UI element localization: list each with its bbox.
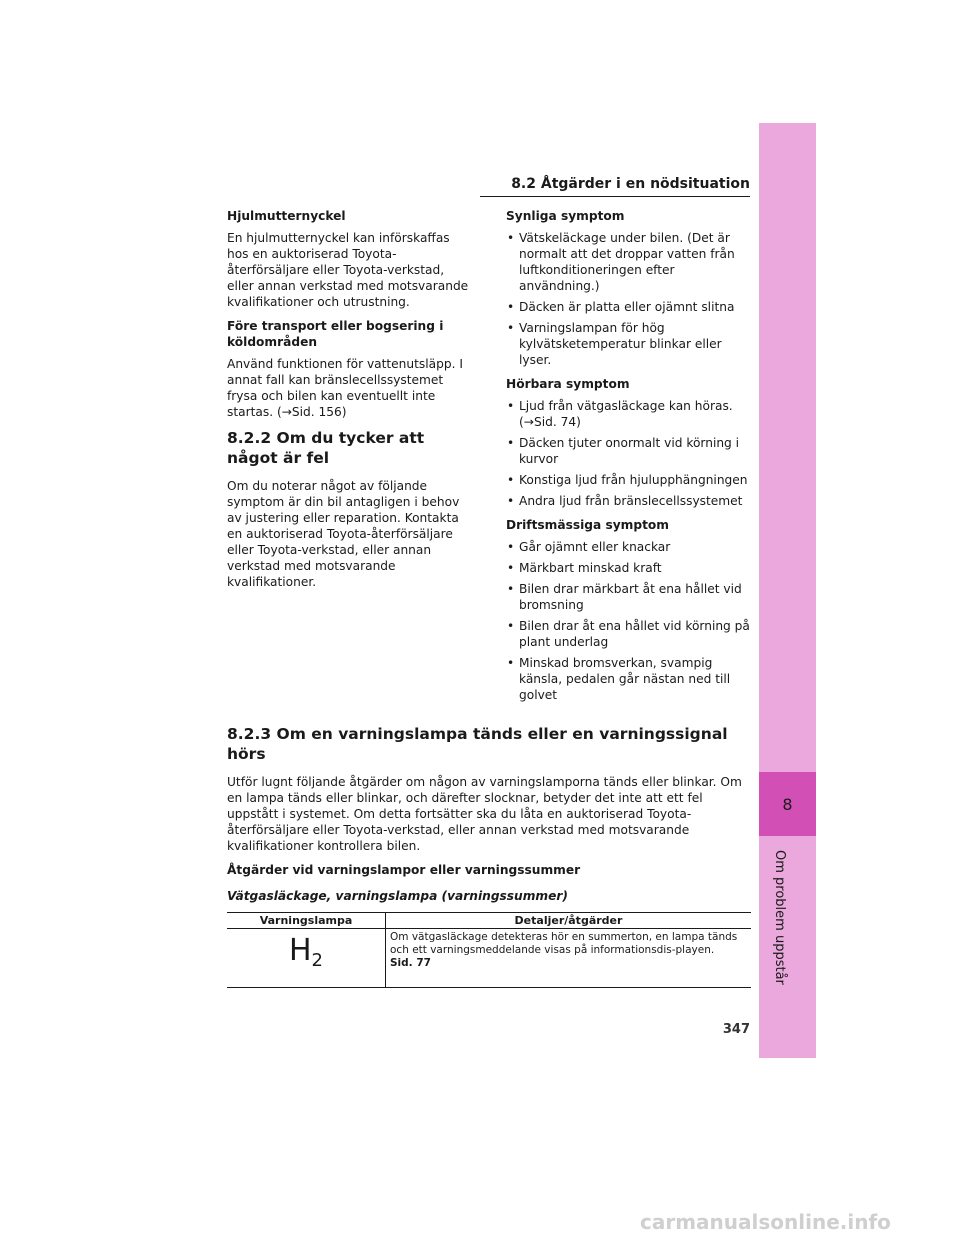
list-item: • Minskad bromsverkan, svampig känsla, pedalen går nästan ned till golvet: [506, 655, 751, 703]
table-caption: Vätgasläckage, varningslampa (varningssummer): [227, 889, 568, 903]
list-item: • Märkbart minskad kraft: [506, 560, 751, 576]
list-item: • Däcken är platta eller ojämnt slitna: [506, 299, 751, 315]
paragraph-wheel-nut-wrench: En hjulmutternyckel kan införskaffas hos en auktoriserad Toyota-återförsäljare eller Toyota-verkstad, eller annan verkstad med motsvarande kvalifikationer och utrustning.: [227, 231, 469, 309]
heading-warning-actions: Åtgärder vid varningslampor eller varningssummer: [227, 863, 581, 877]
paragraph-cold-transport: Använd funktionen för vattenutsläpp. I annat fall kan bränslecellssystemet frysa och bilen kan eventuellt inte startas. (→Sid. 156): [227, 357, 463, 419]
heading-cold-transport: Före transport eller bogsering i köldområden: [227, 319, 444, 349]
list-item: • Bilen drar åt ena hållet vid körning på plant underlag: [506, 618, 751, 650]
chapter-number-badge: 8: [759, 772, 816, 836]
paragraph-warning-intro: Utför lugnt följande åtgärder om någon av varningslamporna tänds eller blinkar. Om en lampa tänds eller blinkar, och därefter slocknar, betyder det inte att ett fel uppstått i systemet. Om detta fortsätter ska du låta en auktoriserad Toyota-återförsäljare eller Toyota-verkstad, eller annan verkstad med motsvarande kvalifikationer kontrollera bilen.: [227, 775, 742, 853]
list-item: • Varningslampan för hög kylvätsketemperatur blinkar eller lyser.: [506, 320, 751, 368]
list-item: • Konstiga ljud från hjulupphängningen: [506, 472, 751, 488]
heading-wheel-nut-wrench: Hjulmutternyckel: [227, 209, 346, 223]
visible-symptoms-list: [506, 230, 751, 368]
audible-symptoms-list: [506, 398, 751, 509]
section-header: 8.2 Åtgärder i en nödsituation: [480, 176, 750, 197]
list-item: • Däcken tjuter onormalt vid körning i kurvor: [506, 435, 751, 467]
table-header-lamp: Varningslampa: [227, 913, 386, 929]
heading-operational-symptoms: Driftsmässiga symptom: [506, 518, 670, 532]
section-title-823: 8.2.3 Om en varningslampa tänds eller en varningssignal hörs: [227, 725, 728, 763]
paragraph-symptoms-intro: Om du noterar något av följande symptom är din bil antagligen i behov av justering eller reparation. Kontakta en auktoriserad Toyota-återförsäljare eller Toyota-verkstad, eller annan verkstad med motsvarande kvalifikationer.: [227, 479, 460, 589]
operational-symptoms-list: [506, 539, 751, 703]
heading-visible-symptoms: Synliga symptom: [506, 209, 625, 223]
section-title-822: 8.2.2 Om du tycker att något är fel: [227, 429, 425, 467]
right-column: [506, 208, 751, 711]
list-item: • Vätskeläckage under bilen. (Det är normalt att det droppar vatten från luftkonditioneringen efter användning.): [506, 230, 751, 294]
chapter-side-tab: [759, 123, 816, 1058]
table-cell-details: [386, 929, 752, 988]
list-item: • Andra ljud från bränslecellssystemet: [506, 493, 751, 509]
page-number: 347: [722, 1022, 750, 1037]
table-row: [227, 929, 751, 988]
list-item: • Ljud från vätgasläckage kan höras. (→Sid. 74): [506, 398, 751, 430]
list-item: • Går ojämnt eller knackar: [506, 539, 751, 555]
left-column: [227, 208, 472, 598]
hydrogen-warning-icon: $H_2$: [227, 929, 386, 988]
warning-table: [227, 912, 751, 988]
watermark: carmanualsonline.info: [640, 1210, 891, 1234]
details-text: Om vätgasläckage detekteras hör en summerton, en lampa tänds och ett varningsmeddelande visas på informationsdis-playen.: [390, 931, 738, 956]
list-item: • Bilen drar märkbart åt ena hållet vid bromsning: [506, 581, 751, 613]
page-reference: Sid. 77: [390, 957, 431, 969]
chapter-side-label: Om problem uppstår: [772, 850, 787, 985]
heading-audible-symptoms: Hörbara symptom: [506, 377, 630, 391]
table-header-details: Detaljer/åtgärder: [386, 913, 752, 929]
section-823: [227, 724, 751, 988]
